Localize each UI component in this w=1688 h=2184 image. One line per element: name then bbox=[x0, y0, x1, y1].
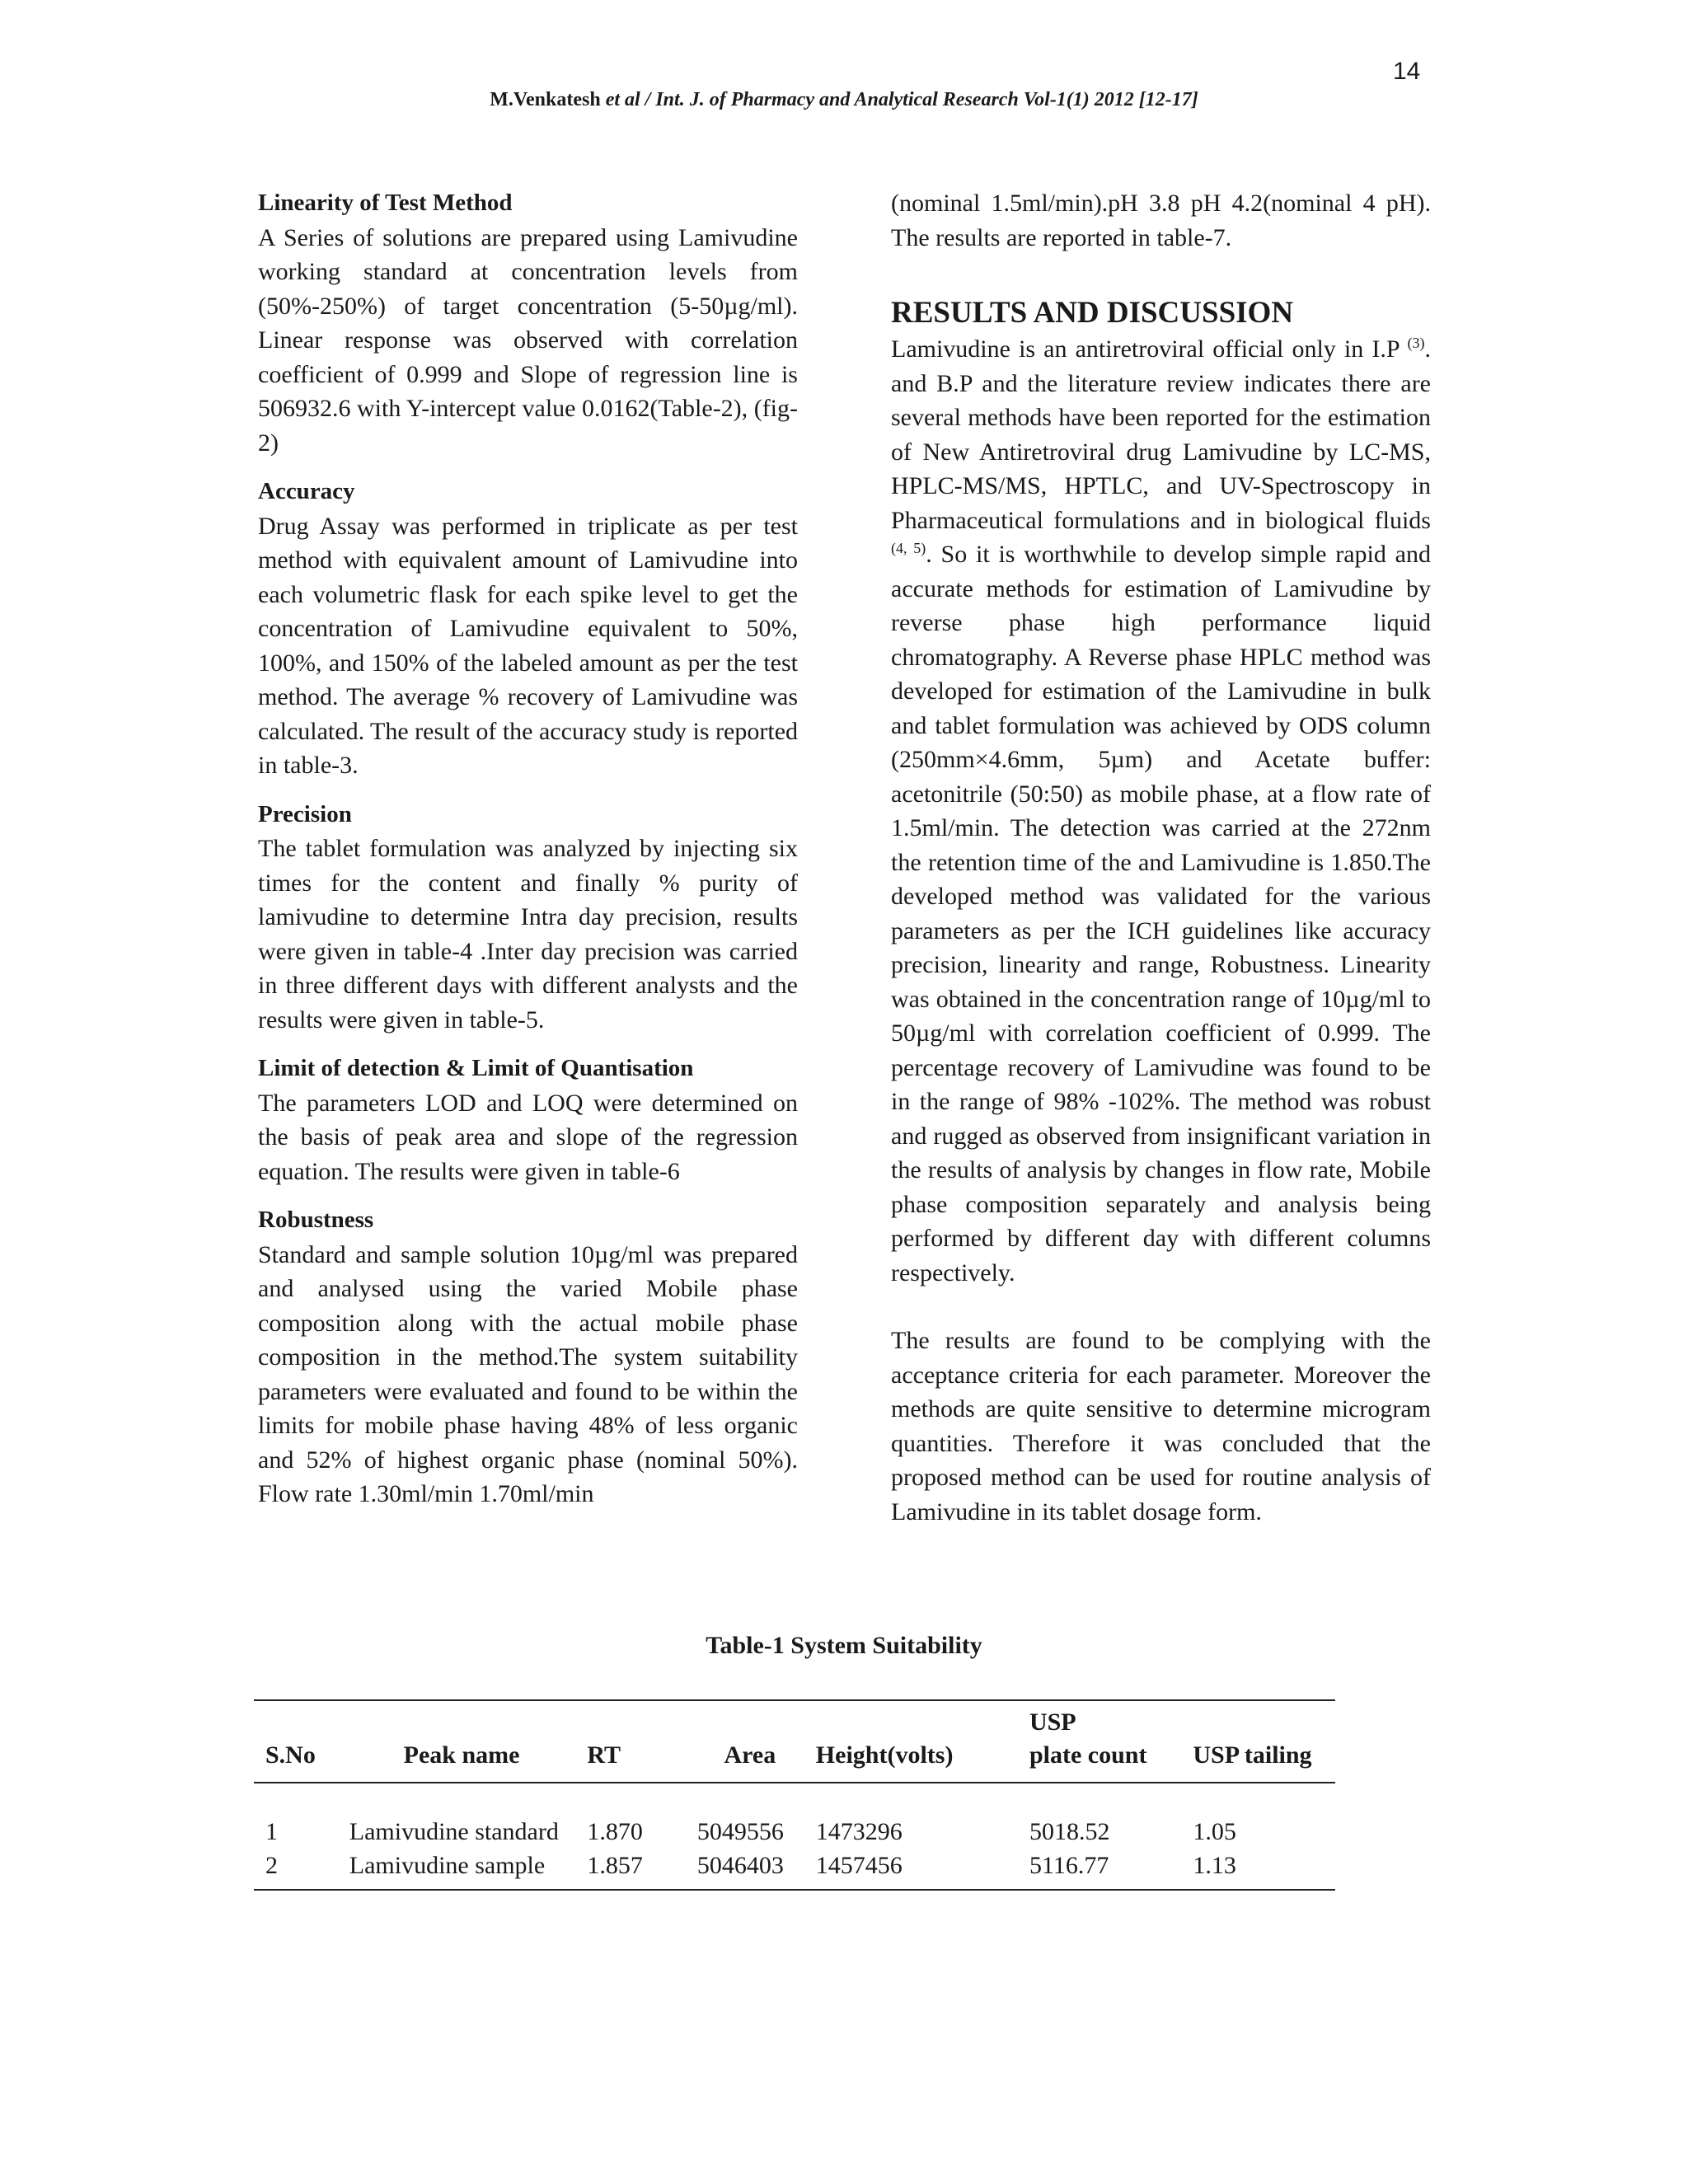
cell-peak-name: Lamivudine standard bbox=[349, 1818, 559, 1845]
header-peak-name: Peak name bbox=[343, 1700, 581, 1783]
cell-area: 5049556 bbox=[696, 1818, 784, 1845]
system-suitability-table bbox=[254, 1699, 1335, 1891]
citation-3: (3) bbox=[1407, 335, 1425, 351]
cell-height: 1457456 bbox=[809, 1849, 1023, 1890]
accuracy-body: Drug Assay was performed in triplicate as per test method with equivalent amount of Lamivudine into each volumetric flask for each spike level to get the concentration of Lamivudine equivalent to 50%, 100%, and 150% of the labeled amount as per the test method. The average % recovery of Lamivudine was calculated. The result of the accuracy study is reported in table-3. bbox=[258, 512, 799, 779]
header-usp-tailing: USP tailing bbox=[1186, 1700, 1335, 1783]
running-head-author: M.Venkatesh bbox=[490, 89, 601, 110]
cell-rt: 1.870 bbox=[587, 1818, 643, 1845]
cell-usp-tailing: 1.13 bbox=[1186, 1849, 1335, 1890]
running-head-volume: Vol-1(1) 2012 [12-17] bbox=[1018, 89, 1198, 110]
cell-usp-plate-count: 5116.77 bbox=[1023, 1849, 1186, 1890]
lod-loq-heading: Limit of detection & Limit of Quantisation bbox=[258, 1055, 694, 1081]
page-number: 14 bbox=[1393, 58, 1421, 85]
cell-area: 5046403 bbox=[691, 1849, 809, 1890]
table-1-title: Table-1 System Suitability bbox=[706, 1632, 982, 1659]
linearity-body: A Series of solutions are prepared using Lamivudine working standard at concentration levels from (50%-250%) of target concentration (5-50µg/ml). Linear response was observed with correlation coefficient of 0.999 and Slope of regression line is 506932.6 with Y-intercept value 0.0162(Table-2), (fig-2) bbox=[258, 223, 798, 457]
results-paragraph-2: The results are found to be complying with the acceptance criteria for each parameter. Moreover the methods are quite sensitive to determine microgram quantities. Therefore it was concluded that the proposed method can be used for routine analysis of Lamivudine in its tablet dosage form. bbox=[891, 1327, 1431, 1526]
header-area: Area bbox=[691, 1700, 809, 1783]
accuracy-section bbox=[258, 475, 798, 783]
lod-loq-section bbox=[258, 1052, 798, 1188]
running-head-journal: et al / Int. J. of Pharmacy and Analytical Research bbox=[605, 89, 1019, 110]
cell-sno: 2 bbox=[254, 1849, 343, 1890]
right-column bbox=[891, 186, 1431, 1529]
results-p1-part-c: . So it is worthwhile to develop simple rapid and accurate methods for estimation of Lamivudine by reverse phase high performance liquid chromatography. A Reverse phase HPLC method was developed for estimation of the Lamivudine in bulk and tablet formulation was achieved by ODS column (250mm×4.6mm, 5µm) and Acetate buffer: acetonitrile (50:50) as mobile phase, at a flow rate of 1.5ml/min. The detection was carried at the 272nm the retention time of the and Lamivudine is 1.850.The developed method was validated for the various parameters as per the ICH guidelines like accuracy precision, linearity and range, Robustness. Linearity was obtained in the concentration range of 10µg/ml to 50µg/ml with correlation coefficient of 0.999. The percentage recovery of Lamivudine was found to be in the range of 98% -102%. The method was robust and rugged as observed from insignificant variation in the results of analysis by changes in flow rate, Mobile phase composition separately and analysis being performed by different day with different columns respectively. bbox=[891, 541, 1431, 1286]
robustness-section bbox=[258, 1203, 798, 1511]
header-rt: RT bbox=[580, 1700, 691, 1783]
header-usp-plate-bottom: plate count bbox=[1029, 1741, 1147, 1769]
results-p1-part-a: Lamivudine is an antiretroviral official only in I.P bbox=[891, 335, 1408, 363]
linearity-section bbox=[258, 186, 798, 460]
cell-sno: 1 bbox=[265, 1818, 278, 1845]
header-sno: S.No bbox=[254, 1700, 343, 1783]
table-header-row bbox=[254, 1700, 1335, 1783]
linearity-heading: Linearity of Test Method bbox=[258, 190, 513, 216]
robustness-continuation: (nominal 1.5ml/min).pH 3.8 pH 4.2(nominal 4 pH). The results are reported in table-7. bbox=[891, 190, 1431, 251]
header-height: Height(volts) bbox=[809, 1700, 1023, 1783]
results-p1-part-b: . and B.P and the literature review indicates there are several methods have been reported for the estimation of New Antiretroviral drug Lamivudine by LC-MS, HPLC-MS/MS, HPTLC, and UV-Spectroscopy in Pharmaceutical formulations and in biological fluids bbox=[891, 335, 1431, 534]
running-head bbox=[0, 89, 1688, 111]
results-heading: RESULTS AND DISCUSSION bbox=[891, 296, 1294, 330]
header-usp-plate-count bbox=[1023, 1700, 1186, 1783]
accuracy-heading: Accuracy bbox=[258, 478, 355, 504]
precision-body: The tablet formulation was analyzed by injecting six times for the content and finally % purity of lamivudine to determine Intra day precision, results were given in table-4 .Inter day precision was carried in three different days with different analysts and the results were given in table-5. bbox=[258, 835, 798, 1033]
cell-peak-name: Lamivudine sample bbox=[343, 1849, 581, 1890]
table-row bbox=[254, 1849, 1335, 1890]
cell-rt: 1.857 bbox=[580, 1849, 691, 1890]
citation-4-5: (4, 5) bbox=[891, 540, 926, 556]
precision-heading: Precision bbox=[258, 800, 352, 827]
table-row bbox=[254, 1783, 1335, 1849]
lod-loq-body: The parameters LOD and LOQ were determined on the basis of peak area and slope of the regression equation. The results were given in table-6 bbox=[258, 1089, 798, 1185]
cell-usp-tailing: 1.05 bbox=[1193, 1818, 1236, 1845]
left-column bbox=[258, 186, 798, 1511]
robustness-heading: Robustness bbox=[258, 1207, 374, 1233]
results-paragraph-1 bbox=[891, 332, 1431, 1290]
precision-section bbox=[258, 798, 798, 1038]
cell-usp-plate-count: 5018.52 bbox=[1029, 1818, 1110, 1845]
cell-height: 1473296 bbox=[815, 1818, 903, 1845]
header-usp-plate-top: USP bbox=[1029, 1708, 1076, 1736]
robustness-body: Standard and sample solution 10µg/ml was prepared and analysed using the varied Mobile phase composition along with the actual mobile phase composition in the method.The system suitability parameters were evaluated and found to be within the limits for mobile phase having 48% of less organic and 52% of highest organic phase (nominal 50%). Flow rate 1.30ml/min 1.70ml/min bbox=[258, 1240, 798, 1507]
